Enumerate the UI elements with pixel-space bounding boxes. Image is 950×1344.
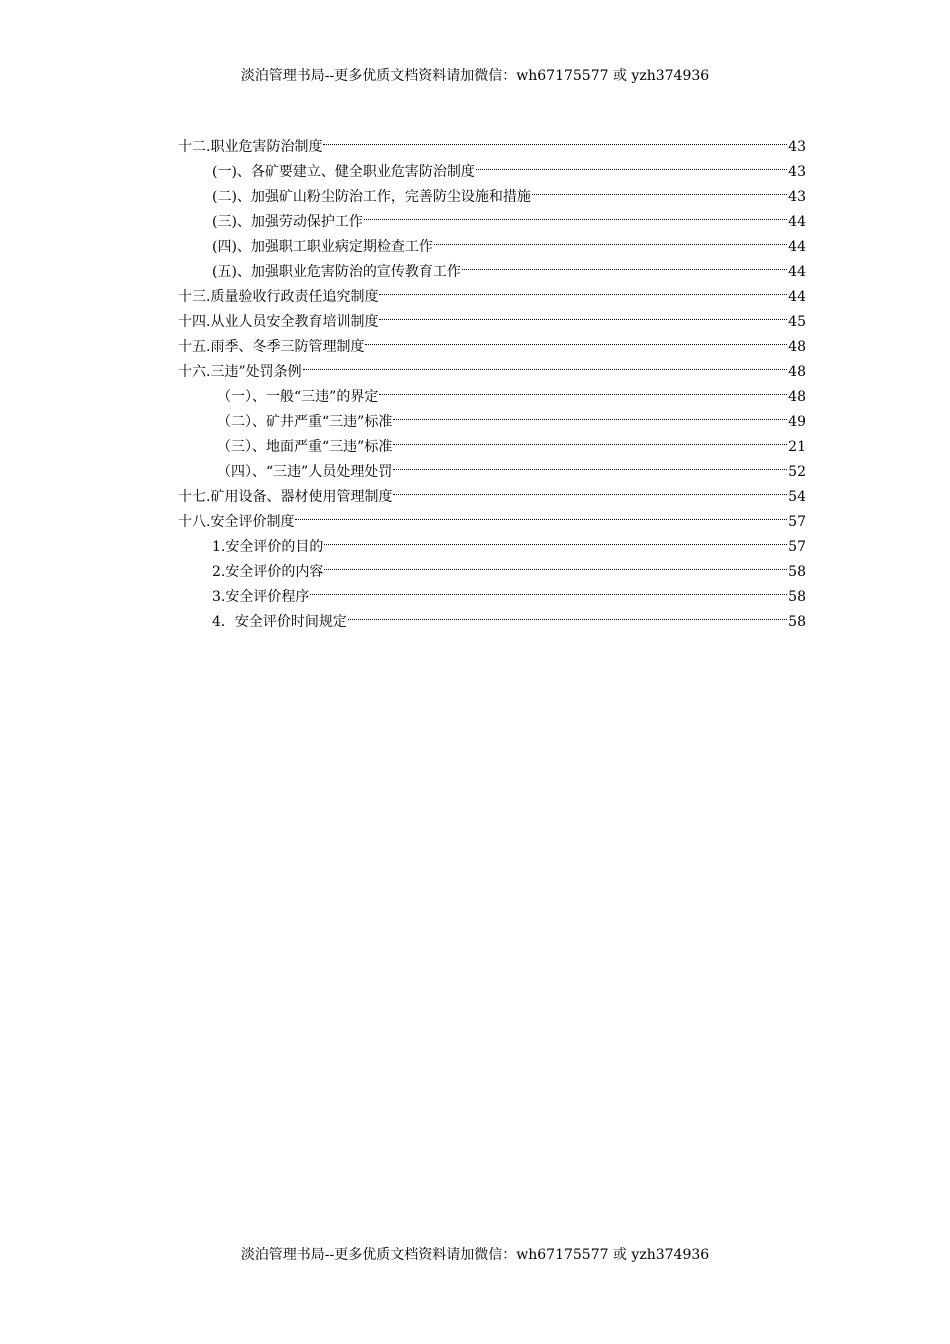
toc-entry-title: 十三.质量验收行政责任追究制度 [178, 289, 379, 305]
toc-entry-title: 十七.矿用设备、器材使用管理制度 [178, 489, 393, 505]
toc-entry-title: 1.安全评价的目的 [212, 539, 324, 555]
toc-entry-title: (三)、加强劳动保护工作 [212, 214, 363, 230]
toc-entry-title: (五)、加强职业危害防治的宣传教育工作 [212, 264, 461, 280]
toc-leader-dots [303, 351, 788, 376]
toc-leader-dots [379, 276, 787, 301]
toc-entry-title: 3.安全评价程序 [212, 589, 310, 605]
toc-leader-dots [324, 551, 787, 576]
toc-entry-title: （四）、“三违”人员处理处罚 [217, 464, 393, 480]
toc-entry-title: 十六.三违”处罚条例 [178, 364, 302, 380]
toc-leader-dots [348, 601, 787, 626]
toc-entry-page: 43 [788, 164, 806, 180]
toc-entry-page: 49 [788, 414, 806, 430]
toc-entry-page: 44 [788, 264, 806, 280]
toc-entry-page: 58 [788, 564, 806, 580]
footer-note: 淡泊管理书局--更多优质文档资料请加微信：wh67175577 或 yzh374936 [240, 1247, 710, 1263]
toc-leader-dots [365, 326, 787, 351]
toc-entry-title: 十二.职业危害防治制度 [178, 139, 323, 155]
toc-leader-dots [393, 401, 787, 426]
toc-entry-page: 52 [788, 464, 806, 480]
toc-leader-dots [364, 201, 787, 226]
toc-entry-title: 2.安全评价的内容 [212, 564, 324, 580]
toc-entry-page: 44 [788, 289, 806, 305]
toc-entry-title: 十五.雨季、冬季三防管理制度 [178, 339, 365, 355]
toc-leader-dots [532, 176, 787, 201]
toc-entry-page: 44 [788, 239, 806, 255]
toc-entry-page: 43 [788, 139, 806, 155]
toc-entry-title: 十四.从业人员安全教育培训制度 [178, 314, 379, 330]
toc-leader-dots [310, 576, 787, 601]
toc-leader-dots [324, 526, 787, 551]
toc-leader-dots [393, 476, 787, 501]
toc-entry-page: 48 [788, 389, 806, 405]
toc-entry-title: 4．安全评价时间规定 [212, 614, 347, 630]
toc-entry-page: 43 [788, 189, 806, 205]
toc-leader-dots [323, 126, 787, 151]
toc-leader-dots [476, 151, 787, 176]
toc-entry-page: 58 [788, 589, 806, 605]
toc-entry-page: 54 [788, 489, 806, 505]
toc-entry-page: 21 [788, 439, 806, 455]
toc-entry-title: （三）、地面严重“三违”标准 [217, 439, 393, 455]
toc-leader-dots [295, 501, 787, 526]
toc-leader-dots [393, 451, 787, 476]
toc-entry-title: (二)、加强矿山粉尘防治工作，完善防尘设施和措施 [212, 189, 531, 205]
toc-entry-title: （二）、矿井严重“三违”标准 [217, 414, 393, 430]
toc-entry-page: 57 [788, 539, 806, 555]
toc-entry-page: 58 [788, 614, 806, 630]
table-of-contents [178, 126, 806, 630]
toc-entry-title: (一)、各矿要建立、健全职业危害防治制度 [212, 164, 475, 180]
toc-entry-title: 十八.安全评价制度 [178, 514, 295, 530]
toc-leader-dots [393, 426, 787, 451]
toc-entry-title: （一）、一般“三违”的界定 [217, 389, 379, 405]
toc-entry-page: 48 [788, 339, 806, 355]
toc-entry-page: 48 [788, 364, 806, 380]
toc-leader-dots [462, 251, 787, 276]
toc-entry[interactable] [178, 126, 806, 155]
toc-leader-dots [379, 376, 787, 401]
toc-entry-title: (四)、加强职工职业病定期检查工作 [212, 239, 433, 255]
header-note: 淡泊管理书局--更多优质文档资料请加微信：wh67175577 或 yzh374936 [240, 68, 710, 84]
toc-entry-page: 57 [788, 514, 806, 530]
toc-entry-page: 45 [788, 314, 806, 330]
toc-leader-dots [379, 301, 787, 326]
toc-leader-dots [434, 226, 787, 251]
toc-entry-page: 44 [788, 214, 806, 230]
